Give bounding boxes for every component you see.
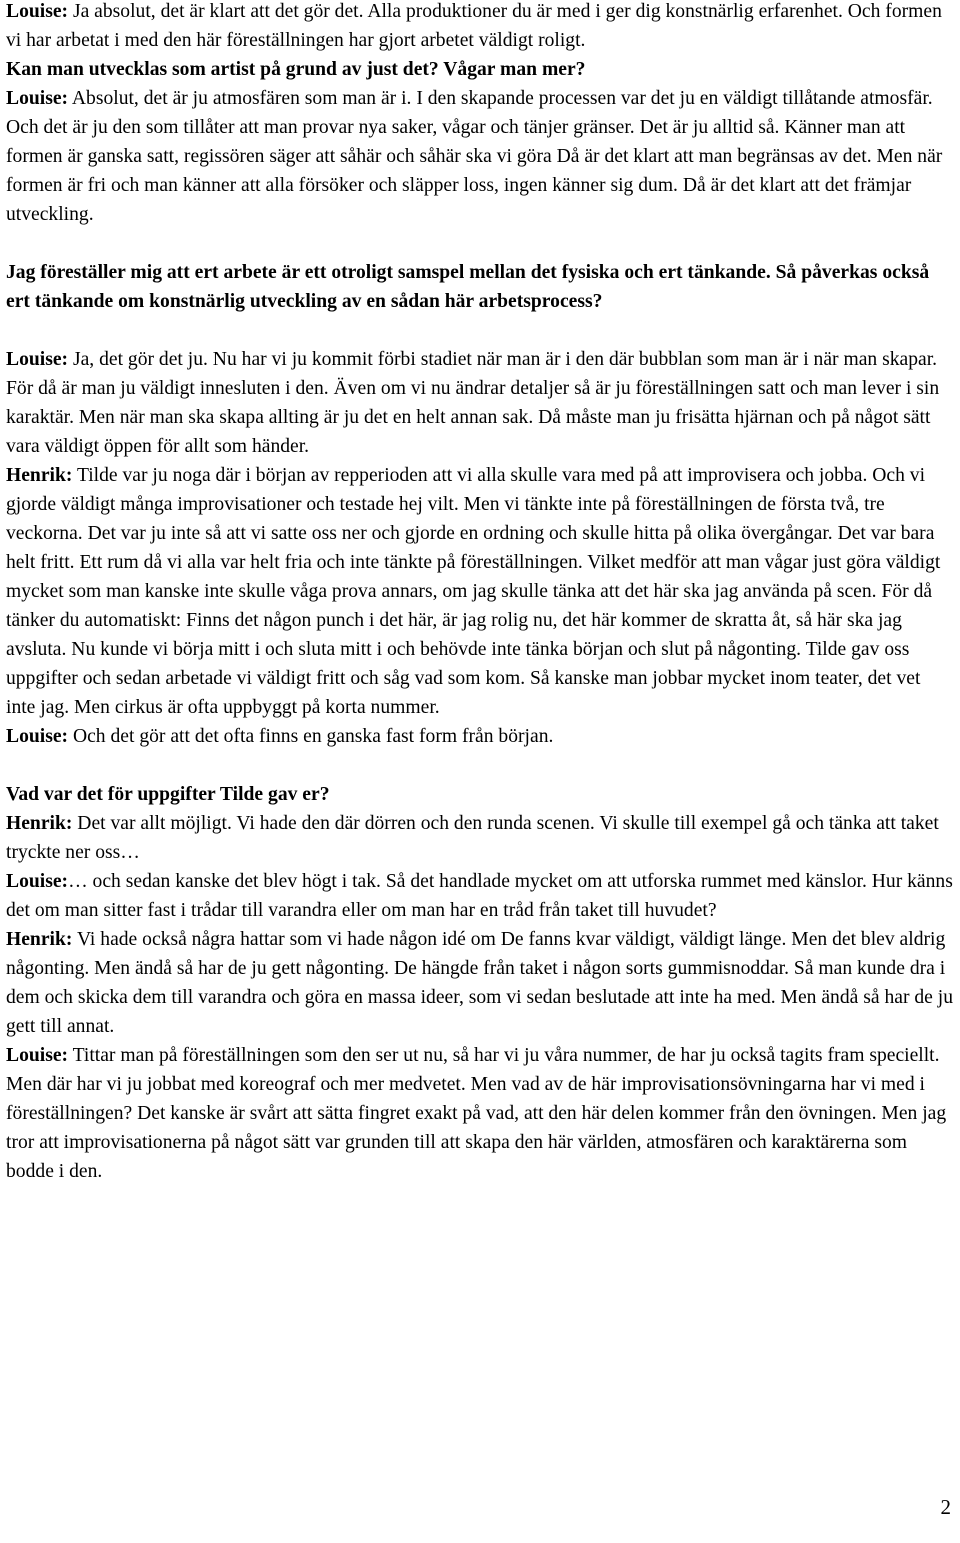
interview-question: Jag föreställer mig att ert arbete är ett otroligt samspel mellan det fysiska och ert tänkande. Så påverkas också ert tänkande om konstnärlig utveckling av en sådan här arbetsprocess? (6, 262, 930, 312)
speaker-name: Louise: (6, 349, 69, 370)
paragraph-gap (6, 751, 954, 780)
answer-text: Tilde var ju noga där i början av repperioden att vi alla skulle vara med på att improvisera och jobba. Och vi gjorde väldigt många improvisationer och testade hej vilt. Men vi tänkte inte på föreställningen de första två, tre veckorna. Det var ju inte så att vi satte oss ner och gjorde en ordning och skulle hitta på olika övergångar. Det var bara helt fritt. Ett rum då vi alla var helt fria och inte tänkte på föreställningen. Vilket medför att man vågar just göra väldigt mycket som man kanske inte skulle våga prova annars, om jag skulle tänka att det här ska jag använda på scen. För då tänker du automatiskt: Finns det någon punch i det här, är jag rolig nu, det här kommer de skratta åt, så här ska jag avsluta. Nu kunde vi börja mitt i och sluta mitt i och behövde inte tänka början och slut på någonting. Tilde gav oss uppgifter och sedan arbetade vi väldigt fritt och såg vad som kom. Så kanske man jobbar mycket inom teater, det vet inte jag. Men cirkus är ofta uppbyggt på korta nummer. (6, 465, 941, 718)
interview-answer (6, 1041, 954, 1186)
interview-answer (6, 84, 954, 229)
speaker-name: Louise: (6, 871, 69, 892)
interview-answer (6, 867, 954, 925)
answer-text: Det var allt möjligt. Vi hade den där dörren och den runda scenen. Vi skulle till exempel gå och tänka att taket tryckte ner oss… (6, 813, 939, 863)
answer-text: Ja, det gör det ju. Nu har vi ju kommit förbi stadiet när man är i den där bubblan som man är i när man skapar. För då är man ju väldigt innesluten i den. Även om vi nu ändrar detaljer så är ju föreställningen satt och man lever i sin karaktär. Men när man ska skapa allting är ju det en helt annan sak. Då måste man ju frisätta hjärnan och på något sätt vara väldigt öppen för allt som händer. (6, 349, 940, 457)
speaker-name: Louise: (6, 1, 69, 22)
speaker-name: Henrik: (6, 465, 73, 486)
speaker-name: Louise: (6, 726, 69, 747)
paragraph-gap (6, 229, 954, 258)
speaker-name: Henrik: (6, 929, 73, 950)
answer-text: Och det gör att det ofta finns en ganska fast form från början. (68, 726, 554, 747)
speaker-name: Louise: (6, 88, 69, 109)
speaker-name: Louise: (6, 1045, 69, 1066)
interview-answer (6, 925, 954, 1041)
interview-answer (6, 345, 954, 461)
answer-text: … och sedan kanske det blev högt i tak. Så det handlade mycket om att utforska rummet med känslor. Hur känns det om man sitter fast i trådar till varandra eller om man har en tråd från taket till huvudet? (6, 871, 953, 921)
speaker-name: Henrik: (6, 813, 73, 834)
answer-text: Tittar man på föreställningen som den ser ut nu, så har vi ju våra nummer, de har ju också tagits fram speciellt. Men där har vi ju jobbat med koreograf och mer medvetet. Men vad av de här improvisationsövningarna har vi med i föreställningen? Det kanske är svårt att sätta fingret exakt på vad, att den här delen kommer från den övningen. Men jag tror att improvisationerna på något sätt var grunden till att skapa den här världen, atmosfären och karaktärerna som bodde i den. (6, 1045, 947, 1182)
interview-question: Vad var det för uppgifter Tilde gav er? (6, 784, 330, 805)
page-number: 2 (940, 1495, 951, 1519)
paragraph-gap (6, 316, 954, 345)
answer-text: Ja absolut, det är klart att det gör det. Alla produktioner du är med i ger dig konstnärlig erfarenhet. Och formen vi har arbetat i med den här föreställningen har gjort arbetet väldigt roligt. (6, 1, 942, 51)
answer-text: Absolut, det är ju atmosfären som man är i. I den skapande processen var det ju en väldigt tillåtande atmosfär. Och det är ju den som tillåter att man provar nya saker, vågar och tänjer gränser. Det är ju alltid så. Känner man att formen är ganska satt, regissören säger att såhär och såhär ska vi göra Då är det klart att man begränsas av det. Men när formen är fri och man känner att alla försöker och släpper loss, ingen känner sig dum. Då är det klart att det främjar utveckling. (6, 88, 943, 225)
interview-answer (6, 722, 954, 751)
interview-answer (6, 809, 954, 867)
interview-answer (6, 461, 954, 722)
interview-question: Kan man utvecklas som artist på grund av just det? Vågar man mer? (6, 59, 586, 80)
interview-answer (6, 0, 954, 55)
document-body (6, 0, 954, 1186)
answer-text: Vi hade också några hattar som vi hade någon idé om De fanns kvar väldigt, väldigt länge. Men det blev aldrig någonting. Men ändå så har de ju gett någonting. De hängde från taket i någon sorts gummisnoddar. Så man kunde dra i dem och skicka dem till varandra och göra en massa ideer, som vi sedan beslutade att inte ha med. Men ändå så har de ju gett till annat. (6, 929, 954, 1037)
